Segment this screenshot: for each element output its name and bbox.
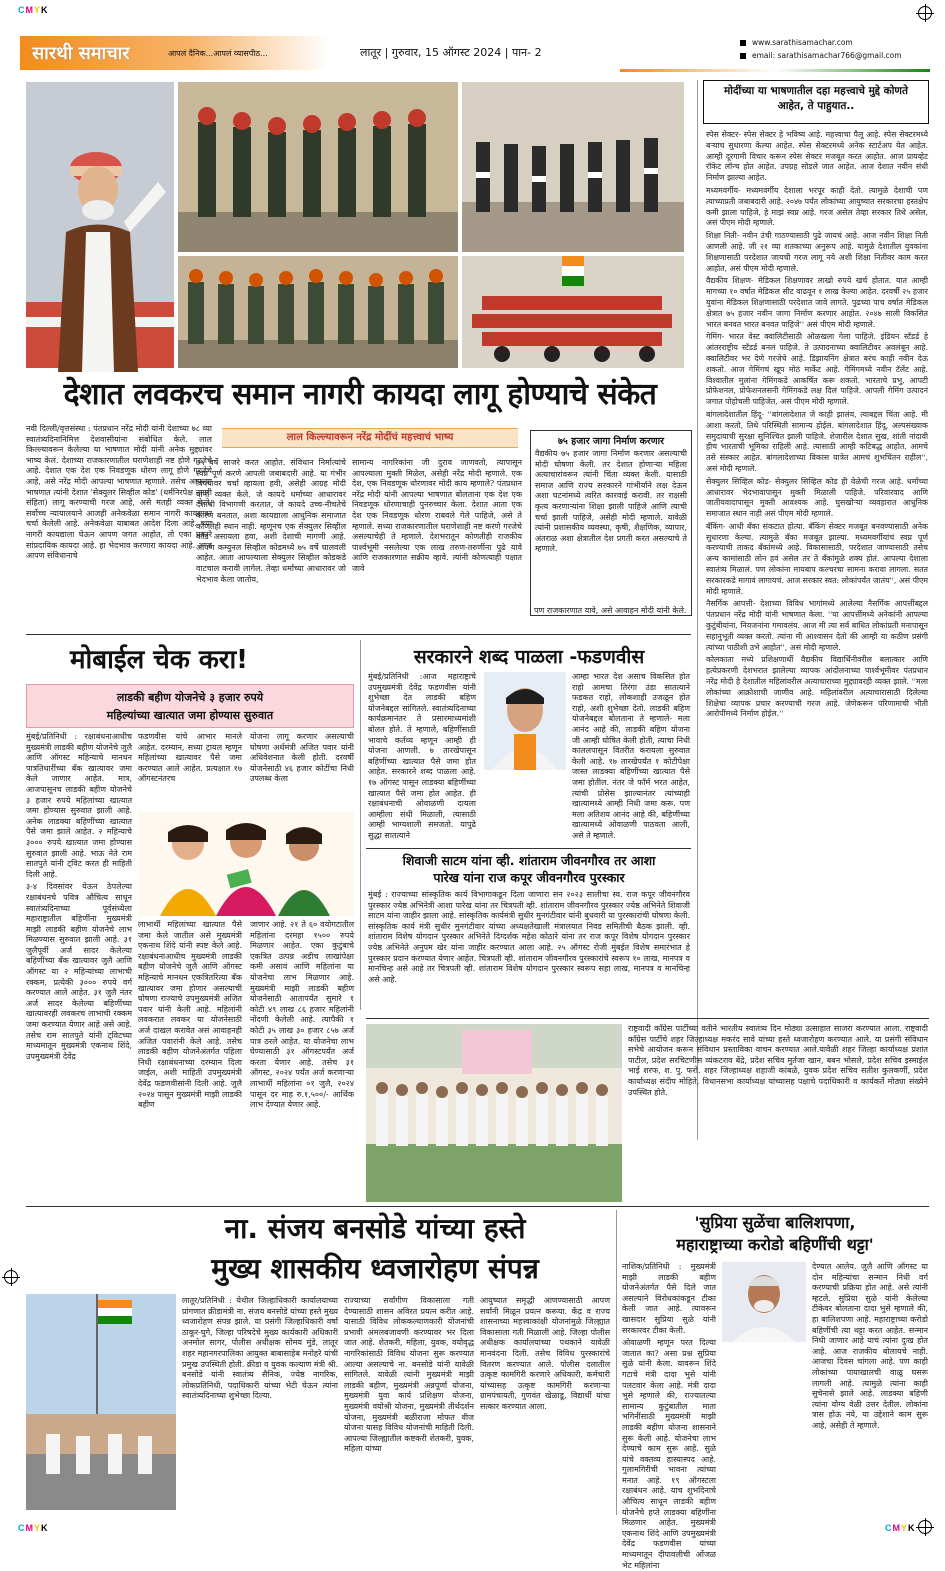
supriya-text: ओवाळणी म्हणून परत दिल्या जातात का? असा प्रश्न सुप्रिया सुळे यांनी केला. यावरून शिंदे गटाचे मंत्री दादा भुसे यांनी पलटवार केला आहे. मंत्री दादा भुसे म्हणाले की, राज्यातल्या सामान्य कुटुंबातील माता भगिनींसाठी मुख्यमंत्री माझी लाडकी बहीण योजना शासनाने सुरू केली आहे. योजनेचा लाभ देण्याचे काम सुरू आहे. सुळे यांचे वक्तव्य हास्यास्पद आहे. गुलामगिरीची भावना त्यांच्या मनात आहे. १९ ऑगस्टला रक्षाबंधन आहे. याच शुभदिनाचे औचित्य साधून लाडकी बहीण योजनेचे हप्ते लाडक्या बहिणींना मिळणार आहेत. मुख्यमंत्री एकनाथ शिंदे आणि उपमुख्यमंत्री देवेंद्र फडणवीस यांच्या माध्यमातून दीपावलीची ओंजळ भेट महिलांना <box>622 1338 716 1570</box>
photo-fadnavis <box>484 672 566 770</box>
fadnavis-col-1: मुंबई/प्रतिनिधी :आज महाराष्ट्राचे उपमुख्यमंत्री देवेंद्र फडणवीस यांनी शुभेच्छा देत लाडकी बहिण योजनेबद्दल सांगितले. स्वातंत्र्यदिनाच्या कार्यक्रमानंतर ते प्रसारमाध्यमांशी बोलत होते. ते म्हणाले, बहिणींसाठी भावाचे कर्तव्य म्हणून आम्ही ही योजना आणली. ७ तारखेपासून बहिणींच्या खात्यात पैसे जमा होत आहेत. सरकारने शब्द पाळला आहे. १७ ऑगस्ट पासून लाडक्या बहिणींच्या खात्यात पैसे जमा होत आहेत. ही रक्षाबंधनाची ओवाळणी दायला आम्हीला संधी मिळाली, त्यासाठी आम्ही भाग्यशाली समजतो. यापुढे सुद्धा सातत्याने <box>368 672 476 840</box>
photo-parade-women <box>462 82 684 252</box>
tricolor-strip <box>620 69 930 72</box>
column-rule <box>360 640 361 1010</box>
seats-body: वैद्यकीय ७५ हजार जागा निर्माण करणार असल्याची मोदी घोषणा केली. तर देशात होणाऱ्या महिला अत्याचारांवरून त्यांनी चिंता व्यक्त केली. यासाठी समाज आणि राज्य सरकारने गांभीर्याने लक्ष देऊन अशा घटनांमध्ये त्वरित कारवाई करावी. तर राक्षसी कृत्य करणाऱ्यांना शिक्षा झाली पाहिजे आणि त्याची चर्चा झाली पाहिजे, असेही मोदी म्हणाले. यावेळी त्यांनी प्रशासकीय व्यवस्था, कृषी, शैक्षणिक, व्यापार, अंतराळ अशा क्षेत्रातील देश प्रगती करत असल्याचे ते म्हणाले. <box>535 449 687 554</box>
lead-col-2 <box>196 458 346 620</box>
seats-title: ७५ हजार जागा निर्माण करणार <box>557 436 664 447</box>
email-bullet-icon <box>740 53 746 59</box>
registration-mark-icon <box>918 6 932 20</box>
mobile-col-2-top: फडणवीस यांचे आभार मानले आहेत. दरम्यान, सध्या ट्रायल म्हणून महिलांच्या खात्यावर पैसे जमा करण्यात आले आहेत. प्रत्यक्षात १७ ऑगस्टनंतरच <box>138 732 242 784</box>
point-item: वैद्यकीय शिक्षण- मेडिकल शिक्षणावर लाखो रुपये खर्च होतात. यात आम्ही मागच्या १० वर्षात मेडिकल सीट वाढवून १ लाख केल्या आहेत. दरवर्षी २५ हजार युवांना मेडिकल शिक्षणासाठी परदेशात जावे लागते. पुढच्या पाच वर्षात मेडिकल क्षेत्रात ७५ हजार नवीन जागा निर्माण करणार आहोत. २०४७ साली विकसित भारत बनवत भारत बनवत पाहिजे'' असं पीएम मोदी म्हणाले. <box>706 276 928 329</box>
award-headline-1: शिवाजी साटम यांना व्ही. शांताराम जीवनगौरव तर आशा <box>402 853 656 868</box>
print-mark-bottom: CMYK <box>18 1523 49 1533</box>
point-item: सेक्युलर सिव्हिल कोड- सेक्युलर सिव्हिल कोड ही वेळेची गरज आहे. धर्माच्या आधारावर भेदभावापासून मुक्ती मिळाली पाहिजे. परिवारवाद आणि जातीयवादापासून मुक्ती आवश्यक आहे. घुसखोऱ्या व्यवहारात आधुनिक समाजात स्थान नाही असं पीएम मोदी म्हणाले. <box>706 476 928 519</box>
supriya-body: देण्यात आलेय. जुलै आणि ऑगस्ट या दोन महिन्यांचा सन्मान निधी वर्ग करण्याची प्रक्रिया होत आहे. असे त्यांनी म्हटले. सुप्रिया सुळे यांनी केलेल्या टीकेवर बोलताना दादा भुसे म्हणाले की, हा बालिशपणा आहे. महाराष्ट्राच्या करोडो बहिणींची त्या थट्टा करत आहेत. सन्मान निधी जाणार आहे याचं त्यांना दुःख होत आहे. आज राजकीय बोलायचे नाही. आजचा दिवस चांगला आहे. पण काही लोकांच्या पायाखालची वाळू घसरू लागली आहे. त्यामुळे त्यांना काही सुचेनासे झाले आहे. लाडक्या बहिणी त्यांना योग्य वेळी उत्तर देतील. लोकांना त्रास होऊ नये, या उद्देशाने काम सुरू आहे, असेही ते म्हणाले. <box>812 1262 928 1430</box>
photo-flag-hoisting <box>26 1294 176 1510</box>
parade-women-illustration <box>462 82 684 252</box>
point-item: बँकिंग- आधी बँका संकटात होत्या. बँकिंग सेक्टर मजबूत बनवण्यासाठी अनेक सुधारणा केल्या. त्यामुळे बँका मजबूत झाल्या. मध्यमवर्गीयांचं स्वप्न पूर्ण करण्याची ताकद बँकांमध्ये आहे. विकासासाठी, परदेशात जाण्यासाठी तसेच अन्य कामांसाठी लोन हवं असेल तर ते बँकांमुळे शक्य होतं. आपल्या देशाला स्वातंत्र्य मिळालं. पण लोकांना मायबाप कल्चरचा सामना करावा लागला. सतत सरकारकडे मागावं लागायचं. आज सरकार स्वत: लोकांपर्यंत जातंय'', असं पीएम मोदी म्हणाले. <box>706 521 928 596</box>
section-divider <box>366 1018 929 1019</box>
point-item: मध्यमवर्गीय- मध्यमवर्गीय देशाला भरपूर काही देतो. त्यामुळे देशाची पण त्याच्याप्रती जबाबदारी आहे. २०४७ पर्यंत लोकांच्या आयुष्यात सरकारचा हस्तक्षेप कमी झाला पाहिजे, हे माझं स्वप्न आहे. गरज असेल तेव्हा सरकार तिथे असेल, असं पीएम मोदी म्हणाले. <box>706 185 928 228</box>
pm-salute-illustration <box>26 82 174 368</box>
section-divider <box>26 634 691 635</box>
point-item: बांगलादेशातील हिंदू- ''बांगलादेशात जे काही झालंय, त्याबद्दल चिंता आहे. मी आशा करतो, तिथे परिस्थिती सामान्य होईल. बांगलादेशात हिंदू, अल्पसंख्याक समुदायाची सुरक्षा सुनिश्चित झाली पाहिजे. शेजारील देशात सुख, शांती नांदावी हीच भारताची भूमिका राहिली आहे. त्यासाठी आम्ही कटिबद्ध आहोत. आमचे तसे संस्कार आहेत. बांगलादेशाच्या विकास यात्रेत आमचं शुभचिंतन राहील'', असं मोदी म्हणाले. <box>706 409 928 473</box>
bansode-headline-1: ना. संजय बनसोडे यांच्या हस्ते <box>224 1212 526 1245</box>
lead-subhead-band <box>222 428 518 448</box>
column-rule <box>616 1210 617 1515</box>
bansode-col-2: राज्याच्या सर्वांगीण विकासाला गती देण्यासाठी शासन अविरत प्रयत्न करीत आहे. यासाठी विविध लोककल्याणकारी योजनांची प्रभावी अंमलबजावणी करण्यावर भर दिला जात आहे. शेतकरी, महिला, युवक, वयोवृद्ध नागरिकांसाठी विविध योजना सुरू करण्यात आल्या असल्याचे ना. बनसोडे यांनी यावेळी सांगितले. यावेळी त्यांनी मुख्यमंत्री माझी लाडकी बहीण, मुख्यमंत्री अन्नपूर्णा योजना, मुख्यमंत्री युवा कार्य प्रशिक्षण योजना, मुख्यमंत्री वयोश्री योजना, मुख्यमंत्री तीर्थदर्शन योजना, मुख्यमंत्री बळीराजा मोफत वीज योजना यासह विविध योजनांची माहिती दिली. आपल्या जिल्ह्यातील कष्टकरी शेतकरी, युवक, महिला यांच्या <box>344 1296 474 1454</box>
print-mark-top: CMYK <box>18 5 49 15</box>
section-divider <box>366 848 691 849</box>
web-bullet-icon <box>740 40 746 46</box>
masthead-tagline: आपलं दैनिक...आपलं व्यासपीठ... <box>168 49 268 58</box>
column-rule <box>697 80 698 1140</box>
point-item: स्पेस सेक्टर- स्पेस सेक्टर हे भविष्य आहे. महत्त्वाचा पैलू आहे. स्पेस सेक्टरमध्ये बऱ्याच सुधारणा केल्या आहेत. स्पेस सेक्टरमध्ये अनेक स्टार्टअप येत आहेत. आम्ही दूरगामी विचार करून स्पेस सेक्टर मजबूत करत आहोत. आज प्रायव्हेट रॉकेट लॉन्च होत आहेत. उपग्रह सोडले जात आहेत. आज देशात नवीन संधी निर्माण झाल्या आहेत. <box>706 130 928 183</box>
masthead-title: सारथी समाचार <box>32 43 130 64</box>
points-heading: मोदींच्या या भाषणातील दहा महत्त्वाचे मुद्दे कोणते आहेत, ते पाहुयात.. <box>723 85 909 112</box>
registration-mark-icon <box>4 1270 18 1284</box>
lead-col-1 <box>26 424 212 620</box>
lead-text: सामान्य नागरिकांना जी दुराव जाणवतो, त्यापासून आपल्याला मुक्ती मिळेल, असेही नरेंद्र मोदी म्हणाले. एक देश, एक निवडणूक धोरणावर मोदी काय म्हणाले? पंतप्रधान नरेंद्र मोदी यांनी आपल्या भाषणात बोलताना एक देश एक निवडणूक धोरणाचाही पुनरुच्चार केला. देशात आता एक देश एक निवडणूक धोरण राबवले गेले पाहिजे, असे ते म्हणाले. सध्या राजकारणातील घराणेशाही नष्ट करणे गरजेचे असल्याचेही ते म्हणाले. देशभरातून कोणतीही राजकीय पार्श्वभूमी नसलेल्या एक लाख तरुण-तरुणींना पुढे यावे आणि राजकारणात सक्रीय व्हावे. त्यांनी कोणत्याही पक्षात जावे <box>352 458 522 573</box>
mobile-col-2-bottom: लाभार्थी महिलांच्या खात्यात पैसे जमा केले जातील असे मुख्यमंत्री एकनाथ शिंदे यांनी स्पष्ट केले आहे. रक्षाबंधनाआधीच मुख्यमंत्री लाडकी बहीण योजनेचे जुलै आणि ऑगस्ट महिन्याचे मानधन एकत्रितरित्या बँक खात्यावर जमा होणार असल्याची घोषणा राज्याचे उपमुख्यमंत्री अजित पवार यांनी केली आहे. महिलांनी लवकरात लवकर या योजनेसाठी अर्ज दाखल करावेत असं आवाहनही अजित पवारांनी केले आहे. तसेच लाडकी बहीण योजनेअंतर्गत पहिला निधी रक्षाबंधनाच्या दरम्यान दिला जाईल, अशी माहिती उपमुख्यमंत्री देवेंद्र फडणवीसांनी दिली आहे. जुलै २०२४ पासून मुख्यमंत्री माझी लाडकी बहीण <box>138 920 242 1110</box>
photo-motorcycle-display <box>462 256 684 368</box>
fadnavis-headline: सरकारने शब्द पाळला -फडणवीस <box>413 646 645 668</box>
point-item: गेमिंग- भारत वेस्ट क्वालिटीसाठी ओळखला गेला पाहिजे. इंडियन स्टँडर्ड हे आंतरराष्ट्रीय स्टँडर्ड बनलं पाहिजे. ते उत्पादनाच्या क्वालिटीवर अवलंबून आहे. क्वालिटीवर भर देणे गरजेचे आहे. डिझायनिंग क्षेत्रात बरंच काही नवीन देऊ शकतो. आज गेमिंगचं खूप मोठं मार्केट आहे. गेमिंगमध्ये नवीन टॅलेंट आहे. विश्वातील मुलांना गेमिंगकडे आकर्षित करू शकतो. भारताचे प्रभु, आपटी प्रोफेशनल, प्रोफेशनलसनी गेमिंगकडे लक्ष दिलं पाहिजे. आपली गेमिंग उत्पादनं जगात पोहोचली पाहिजेत, असं पीएम मोदी म्हणाले. <box>706 332 928 407</box>
fadnavis-portrait <box>484 672 566 770</box>
parade-illustration <box>178 82 458 252</box>
motorcycle-illustration <box>462 256 684 368</box>
lead-text: नवी दिल्ली/वृत्तसंस्था : पंतप्रधान नरेंद्र मोदी यांनी देशाच्या ७८ व्या स्वातंत्र्यदिनानिमित्त देशवासीयांना संबोधित केले. लाल किल्ल्यावरून केलेल्या या भाषणात मोदी यांनी अनेक मुद्द्यांवर भाष्य केलं. देशाच्या राजकारणातील घराणेशाही नष्ट होणे गरजेचे आहे. देशात एक देश एक निवडणूक धोरण लागू होणे गरजेचे आहे, असे नरेंद्र मोदी आपल्या भाषणात म्हणाले. तसेच आपल्या भाषणात त्यांनी देशात 'सेक्युलर सिव्हील कोड' (धर्मनिरपेक्ष नागरी संहिता) लागू करण्याची गरज आहे, असे मतही व्यक्त केले. सर्वोच्च न्यायालयाने आजही अनेकवेळा समान नागरी कायद्यावर चर्चा केलेली आहे. अनेकवेळा याबाबत आदेश दिला आहे. ज्या नागरी कायद्याला घेऊन आपण जगत आहोत, तो एका प्रकारे सांप्रदायिक कायदा आहे. हा भेदभाव करणारा कायदा आहे. आज आपण संविधानाचे <box>26 424 212 561</box>
seats-box <box>530 430 692 616</box>
email-link[interactable]: email: sarathisamachar766@gmail.com <box>752 51 902 60</box>
ladki-bahin-illustration <box>138 812 354 916</box>
dada-bhuse-portrait <box>722 1262 806 1342</box>
point-item: नैसर्गिक आपत्ती- देशाच्या विविध भागांमध्ये आलेल्या नैसर्गिक आपत्तींबद्दल पंतप्रधान नरेंद्र मोदी यांनी भाषणात केला. ''या आपत्तींमध्ये अनेकांनी आपल्या कुटुंबीयांना, नियजनांना गमावलंय. आज मी त्या सर्व बाधित लोकांप्रती मनापासून सहानुभूती व्यक्त करतो. त्यांना मी आश्वासन देतो की आम्ही या कठीण प्रसंगी त्यांच्या पाठीशी उभे आहोत'', असं मोदी म्हणाले. <box>706 599 928 652</box>
congress-event-illustration <box>366 1024 622 1202</box>
bansode-headline-2: मुख्य शासकीय ध्वजारोहण संपन्न <box>211 1252 539 1285</box>
lead-subhead: लाल किल्ल्यावरून नरेंद्र मोदींचं महत्त्वाचं भाष्य <box>286 432 454 443</box>
supriya-text: नाशिक/प्रतिनिधी : मुख्यमंत्री माझी लाडकी बहीण योजनेअंतर्गत पैसे दिले जात असल्याने विरोधकांकडून टीका केली जात आहे. त्यावरून खासदार सुप्रिया सुळे यांनी सरकारवर टीका केली. <box>622 1262 716 1335</box>
mobile-col-1 <box>26 732 132 1348</box>
photo-parade-soldiers <box>178 82 458 252</box>
point-item: कोलकाता मध्ये प्रशिक्षणार्थी वैद्यकीय विद्यार्थिनीवरील बलात्कार आणि हत्येप्रकरणी देशभरात झालेल्या व्यापक आंदोलनाच्या पार्श्वभूमीवर पंतप्रधान नरेंद्र मोदी हे देशातील महिलांवरील अत्याचाराच्या मुद्द्यावरही व्यक्त झाले. ''मला लोकांच्या आक्रोशाची जाणीव आहे. महिलांवरील अत्याचारासाठी दिलेल्या शिक्षेचा व्यापक प्रचार करण्याची गरज आहे. जेणेकरून परिणामाची भीती आरोपींमध्ये निर्माण होईल.'' <box>706 655 928 719</box>
flag-hoisting-illustration <box>26 1294 176 1510</box>
photo-marching-contingent <box>178 256 458 368</box>
points-heading-box <box>703 80 929 124</box>
points-list <box>706 130 928 1135</box>
award-headline-2: पारेख यांना राज कपूर जीवनगौरव पुरस्कार <box>433 870 625 885</box>
photo-dada-bhuse <box>722 1262 806 1342</box>
seats-footer: पण राजकारणात यावे, असे आवाहन मोदी यांनी केले. <box>534 606 687 615</box>
supriya-headline-2: महाराष्ट्राच्या करोडो बहिणींची थट्टा' <box>676 1235 874 1254</box>
marching-illustration <box>178 256 458 368</box>
point-item: शिक्षा निती- नवीन उंची गाठण्यासाठी पुढे जायचं आहे. आज नवीन शिक्षा निती आणली आहे. जी २१ व्या शतकाच्या अनुरूप आहे. यामुळे देशातील युवकांना शिक्षणासाठी परदेशात जायची गरज लागू नये अशी शिक्षा नितीवर काम करत आहोत, असं पीएम मोदी म्हणाले. <box>706 231 928 273</box>
award-body: मुंबई : राज्याच्या सांस्कृतिक कार्य विभागाकडून दिला जाणारा सन २०२३ सालीचा स्व. राज कपूर जीवनगौरव पुरस्कार ज्येष्ठ अभिनेत्री आशा पारेख यांना तर चित्रपती व्ही. शांताराम जीवनगौरव पुरस्कार ज्येष्ठ अभिनेते शिवाजी साटम यांना जाहीर झाला आहे. सांस्कृतिक कार्यमंत्री सुधीर मुनगंटीवार यांनी बुधवारी या पुरस्कारांची घोषणा केली. सांस्कृतिक कार्य मंत्री सुधीर मुनगंटीवार यांच्या अध्यक्षतेखाली मंत्रालयात निवड समितीची बैठक झाली. व्ही. शांताराम विशेष योगदान पुरस्कार अभिनेते दिग्दर्शक महेश कोठारे यांना तर राज कपूर विशेष योगदान पुरस्कार ज्येष्ठ अभिनेते अनुपम खेर यांना जाहीर करण्यात आला आहे. २५ ऑगस्ट रोजी मुंबईत विशेष समारंभात हे पुरस्कार प्रदान करण्यात येणार आहेत. चित्रपती व्ही. शांताराम जीवनगौरव पुरस्कारांचे स्वरूप १० लाख, मानपत्र व मानचिन्ह असे आहे तर चित्रपती व्ही. शांताराम विशेष योगदान पुरस्कार स्वरूप सहा लाख, मानपत्र व मानचिन्ह असे आहे. <box>368 890 690 984</box>
women-illustration <box>138 812 354 916</box>
lead-text: ७५ वर्षे साजरे करत आहोत. संविधान निर्मात्यांचे स्वप्न पूर्ण करणे आपली जबाबदारी आहे. या गंभीर विषयावर चर्चा व्हायला हवी, असेही आग्रह मोदी यांनी व्यक्त केले. जे कायदे धर्माच्या आधारावर देशाची विभागणी करतात, जे कायदे उच्च-नीचतेचे कारण बनतात, अशा कायद्याला आधुनिक समाजात कोणतेही स्थान नाही. म्हणूनच एक सेक्युलर सिव्हील कोड असायला हवा, अशी देशाची मागणी आहे. आपण कम्युनल सिव्हील कोडमध्ये ७५ वर्षे घालवली आहेत. आता आपल्याला सेक्युलर सिव्हील कोडकडे वाटचाल करावी लागेल. तेव्हा धर्माच्या आधारावर जो भेदभाव केला जातोय, <box>196 458 346 584</box>
print-mark-bottom-right: CMYK <box>885 1523 916 1533</box>
photo-congress-event <box>366 1024 622 1202</box>
mobile-text: मुंबई/प्रतिनिधी : रक्षाबंधनाआधीच मुख्यमंत्री लाडकी बहीण योजनेचे जुलै आणि ऑगस्ट महिन्याचे मानधन पात्रतिधारींच्या बँक खात्यावर जमा केले जाणार आहेत. मात्र, आजपासूनच लाडकी बहीण योजनेचे ३ हजार रुपये महिलांच्या खात्यात जमा होण्यास सुरुवात झाली आहे. अनेक लाडक्या बहिणींच्या खात्यात पैसे जमा झाले आहेत. २ महिन्याचे ३००० रुपये खात्यात जमा होण्यास सुरुवात झाली आहे. भाऊ नेते राम सातपुते यांनी ट्विट करत ही माहिती दिली आहे. <box>26 732 132 879</box>
dateline: लातूर | गुरुवार, 15 ऑगस्ट 2024 | पान- 2 <box>360 46 542 59</box>
mobile-subhead-2: महिल्यांच्या खात्यात जमा होण्यास सुरुवात <box>106 709 274 722</box>
mobile-col-3-bottom: जाणार आहे. २१ ते ६० वयोगटातील महिलांना दरमहा १५०० रुपये मिळणार आहेत. एका कुटुंबाचे एकत्रित उत्पन्न अडीच लाखांपेक्षा कमी असावं आणि महिलांना या योजनेचा लाभ मिळणार आहे. मुख्यमंत्री माझी लाडकी बहीण योजनेसाठी आतापर्यंत सुमारे १ कोटी ४९ लाख ८६ हजार महिलांनी नोंदणी केलेली आहे. त्यापैकी १ कोटी ३५ लाख ३० हजार ८५७ अर्ज पात्र ठरले आहेत. या योजनेचा लाभ घेण्यासाठी ३१ ऑगस्टपर्यंत अर्ज करता येणार आहे. तसेच ३१ ऑगस्ट, २०२४ पर्यंत अर्ज करणाऱ्या लाभार्थी महिलांना ०१ जुलै, २०२४ पासून दर माह रु.१,५००/- आर्थिक लाभ देण्यात येणार आहे. <box>250 920 354 1110</box>
mobile-subhead-1: लाडकी बहीण योजनेचे ३ हजार रुपये <box>116 691 264 704</box>
supriya-col-left <box>622 1262 716 1570</box>
bansode-col-3: आयुष्यात समृद्धी आणण्यासाठी आपण सर्वांनी मिळून प्रयत्न करूया. केंद्र व राज्य शासनाच्या महत्त्वाकांक्षी योजनांमुळे जिल्ह्यात विकासाला गती मिळाली आहे. जिल्हा पोलीस अधीक्षक कार्यालयाच्या पथकाने यावेळी मानवंदना दिली. तसेच विविध पुरस्कारांचे वितरण करण्यात आले. पोलीस दलातील उत्कृष्ट कामगिरी करणारे अधिकारी, कर्मचारी यांच्यासह उत्कृष्ट कामगिरी करणाऱ्या ग्रामपंचायती, गुणवंत खेळाडू, विद्यार्थी यांचा सत्कार करण्यात आला. <box>480 1296 610 1411</box>
lead-headline: देशात लवकरच समान नागरी कायदा लागू होण्याचे संकेत <box>63 377 657 412</box>
mobile-headline: मोबाईल चेक करा! <box>70 645 249 675</box>
section-divider <box>26 1206 929 1207</box>
bansode-col-1: लातूर/प्रतिनिधी : येथील जिल्हाधिकारी कार्यालयाच्या प्रांगणात क्रीडामंत्री ना. संजय बनसोडे यांच्या हस्ते मुख्य ध्वजारोहण संपन्न झाले. या प्रसंगी जिल्हाधिकारी वर्षा ठाकूर-घुगे, जिल्हा परिषदेचे मुख्य कार्यकारी अधिकारी अनमोल सागर, पोलीस अधीक्षक सोमय मुंडे, लातूर शहर महानगरपालिका आयुक्त बाबासाहेब मनोहरे यांची प्रमुख उपस्थिती होती. क्रीडा व युवक कल्याण मंत्री श्री. बनसोडे यांनी स्वातंत्र्य सैनिक, ज्येष्ठ नागरिक, लोकप्रतिनिधी, पदाधिकारी यांच्या भेटी घेऊन त्यांना स्वातंत्र्यदिनाच्या शुभेच्छा दिल्या. <box>182 1296 338 1401</box>
photo-pm-salute <box>26 82 174 368</box>
website-link[interactable]: www.sarathisamachar.com <box>752 38 853 47</box>
mobile-subhead-box <box>26 684 354 728</box>
fadnavis-col-2: आम्हा भारत देश असाच विकसित होत राहो आमचा तिरंगा उंडा सातत्याने फडकत राहो, लोकशाही उजळून होत राहो, अशी शुभेच्छा देतो. लाडकी बहिण योजनेबद्दल बोलताना ते म्हणाले- मला आनंद आहे की, लाडकी बहिण योजना जी आम्ही घोषित केली होती, त्याचा निधी काललपासून वितरीत करायला सुरुवात केली आहे. १७ तारखेपर्यंत १ कोटीपेक्षा जास्त लाडक्या बहिणींच्या खात्यात पैसे जमा होतील. नंतर जे फॉर्म भरत आहेत, त्यांची प्रोसेस झाल्यानंतर त्यांच्याही खात्यामध्ये आम्ही निधी जमा करू. पण मला अतिशय आनंद आहे की, बहिणींच्या खात्यामध्ये ओवाळणी पाठवता आली, असे ते म्हणाले. <box>572 672 690 840</box>
mobile-text: ३-४ दिवसांवर येऊन ठेपलेल्या रक्षाबंधनचे पवित्र औचित्य साधून स्वातंत्र्यदिनाच्या पूर्वसंध्येला महाराष्ट्रातील बहिणींना मुख्यमंत्री माझी लाडकी बहीण योजनेचे लाभ मिळण्यास सुरुवात झाली आहे. ३१ जुलैपूर्वी अर्ज सादर केलेल्या बहिणींच्या बँक खात्यावर जुलै आणि ऑगस्ट या २ महिन्यांच्या लाभाची रक्कम, प्रत्येकी ३००० रुपये वर्ग करण्यात आले आहेत. ३१ जुलै नंतर अर्ज सादर केलेल्या बहिणींच्या खात्यावरही लवकरच लाभाची रक्कम जमा करण्यात येणार आहे असे आहे. तसेच राम सातपुते यांनी ट्विटच्या माध्यमातून मुख्यमंत्री एकनाथ शिंदे, उपमुख्यमंत्री देवेंद्र <box>26 882 132 1061</box>
mobile-col-3-top: योजना लागू करणार असल्याची घोषणा अर्थमंत्री अजित पवार यांनी अधिवेशनात केली होती. दरवर्षी योजनेसाठी ४६ हजार कोटींचा निधी उपलब्ध केला <box>250 732 354 784</box>
supriya-headline-1: 'सुप्रिया सुळेंचा बालिशपणा, <box>694 1213 856 1232</box>
lead-col-3 <box>352 458 522 620</box>
congress-body: राष्ट्रवादी कॉंग्रेस पार्टीच्या वतीने भारतीय स्वातंत्र्य दिन मोठ्या उत्साहात साजरा करण्यात आला. राष्ट्रवादी कॉंग्रेस पार्टीचे शहर जिल्हाध्यक्ष मकरंद सावे यांच्या हस्ते ध्वजारोहण करण्यात आले. या प्रसंगी संविधान सभेचे आयोजन करून संविधान प्रस्ताविका वाचन करण्यात आले.यावेळी शहर जिल्हा कार्याध्यक्ष प्रशांत पाटील, प्रदेश सरचिटणीस व्यंकटराव बेंद्रे, प्रदेश सचिव मुर्तजा खान, बबन भोसले, प्रदेश सचिव इस्माईल भाई शरफ, श. पु. फरो. शहर जिल्हाध्यक्ष शहाजी कांबळे, युवक प्रदेश सचिव सतीश कुलकर्णी, प्रदेश कार्याध्यक्ष संदीप मोहिते, विधानसभा कार्याध्यक्ष यांच्यासह पक्षाचे पदाधिकारी व कार्यकर्ते मोठ्या संख्येने उपस्थित होते. <box>628 1024 928 1097</box>
registration-mark-icon <box>918 1520 932 1534</box>
masthead <box>20 36 930 70</box>
